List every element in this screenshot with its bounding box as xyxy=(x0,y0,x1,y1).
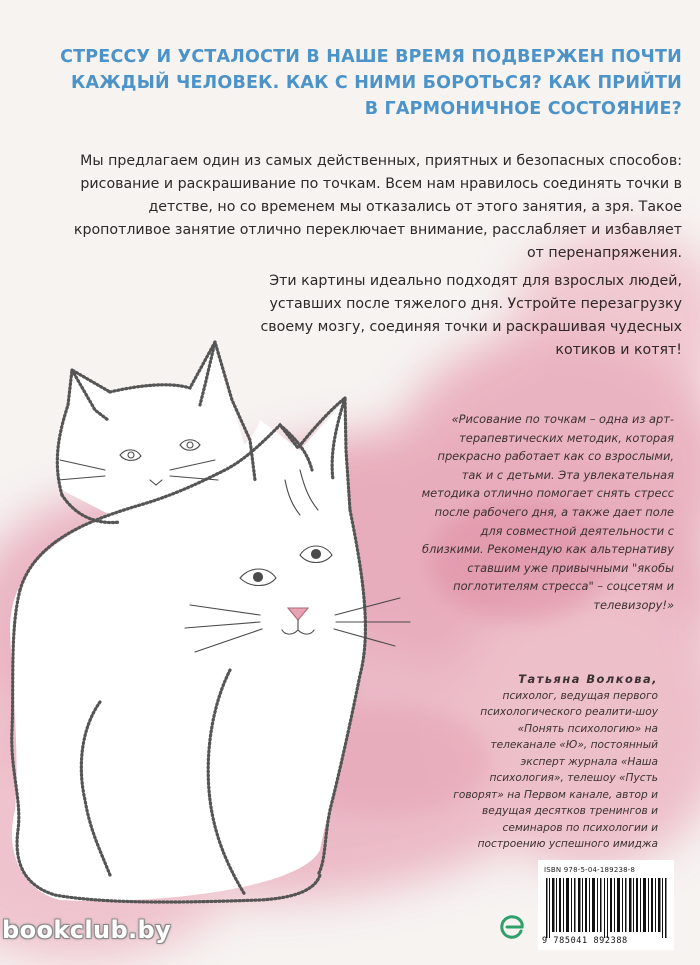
psychologist-quote: «Рисование по точкам – одна из арт-терапевтических методик, которая прекрасно работает как со взрослыми, так и с детьми. Эта увлекательная методика отлично помогает снять стресс после рабочего дня, а также дает поле для совместной деятельности с близкими. Рекомендую как альтернативу ставшим уже привычными "якобы поглотителям стресса" – соцсетям и телевизору!» xyxy=(421,412,674,612)
dot-to-dot-cats-illustration xyxy=(0,330,470,930)
watermark: bookclub.by xyxy=(2,916,172,944)
author-bio: психолог, ведущая первого психологического реалити-шоу «Понять психологию» на телеканале «Ю», постоянный эксперт журнала «Наша психология», телешоу «Пусть говорят» на Первом канале, автор и ведущая десятков тренингов и семинаров по психологии и построению успешного имиджа xyxy=(453,689,658,850)
publisher-logo-icon xyxy=(498,912,528,942)
intro-paragraph: Мы предлагаем один из самых действенных, приятных и безопасных способов: рисование и раскрашивание по точкам. Всем нам нравилось соединять точки в детстве, но со временем мы отказались от этого занятия, а зря. Такое кропотливое занятие отлично переключает внимание, расслабляет и избавляет от перенапряжения. xyxy=(73,153,682,261)
author-name: Татьяна Волкова, xyxy=(518,672,658,686)
barcode-bars xyxy=(544,878,668,938)
quote-author xyxy=(450,671,658,853)
headline: СТРЕССУ И УСТАЛОСТИ В НАШЕ ВРЕМЯ ПОДВЕРЖЕН ПОЧТИ КАЖДЫЙ ЧЕЛОВЕК. КАК С НИМИ БОРОТЬСЯ? КАК ПРИЙТИ В ГАРМОНИЧНОЕ СОСТОЯНИЕ? xyxy=(60,47,682,119)
isbn-text: ISBN 978-5-04-189238-8 xyxy=(544,866,636,874)
barcode xyxy=(538,860,674,950)
audience-paragraph: Эти картины идеально подходят для взрослых людей, уставших после тяжелого дня. Устройте перезагрузку своему мозгу, соединяя точки и раскрашивая чудесных котиков и котят! xyxy=(260,273,682,358)
barcode-digits: 9 785041 892388 xyxy=(542,936,628,946)
